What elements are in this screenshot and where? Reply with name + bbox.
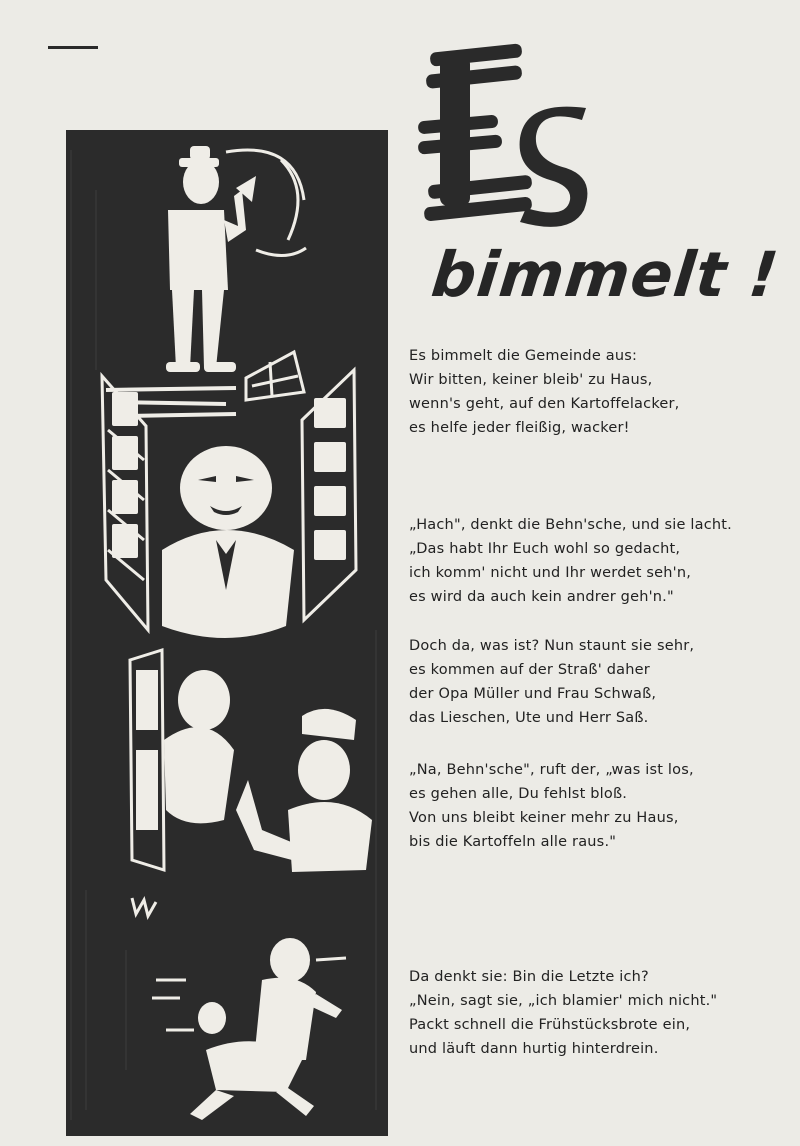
stanza-line: es helfe jeder fleißig, wacker! [409,420,630,436]
stanza-line: das Lieschen, Ute und Herr Saß. [409,710,649,726]
stanza-line: der Opa Müller und Frau Schwaß, [409,686,657,702]
stanza-4 [409,758,694,854]
woodcut-illustration [66,130,388,1136]
stanza-line: bis die Kartoffeln alle raus." [409,834,617,850]
title-bimmelt: bimmelt ! [428,238,783,311]
stanza-1 [409,344,680,440]
stanza-line: es kommen auf der Straß' daher [409,662,650,678]
stanza-3 [409,634,694,730]
stanza-line: es gehen alle, Du fehlst bloß. [409,786,628,802]
stanza-line: Es bimmelt die Gemeinde aus: [409,348,638,364]
stanza-line: und läuft dann hurtig hinterdrein. [409,1041,659,1057]
corner-dash-mark [48,46,98,49]
stanza-line: ich komm' nicht und Ihr werdet seh'n, [409,565,692,581]
stanza-line: Doch da, was ist? Nun staunt sie sehr, [409,638,695,654]
stanza-line: „Hach", denkt die Behn'sche, und sie lacht. [409,517,732,533]
stanza-5 [409,965,717,1061]
stanza-line: „Das habt Ihr Euch wohl so gedacht, [409,541,681,557]
stanza-line: es wird da auch kein andrer geh'n." [409,589,674,605]
stanza-line: wenn's geht, auf den Kartoffelacker, [409,396,680,412]
stanza-2 [409,513,732,609]
stanza-line: „Nein, sagt sie, „ich blamier' mich nicht." [409,993,718,1009]
title-es-lettering [400,40,600,250]
stanza-line: Packt schnell die Frühstücksbrote ein, [409,1017,691,1033]
stanza-line: „Na, Behn'sche", ruft der, „was ist los, [409,762,694,778]
stanza-line: Wir bitten, keiner bleib' zu Haus, [409,372,653,388]
stanza-line: Von uns bleibt keiner mehr zu Haus, [409,810,679,826]
stanza-line: Da denkt sie: Bin die Letzte ich? [409,969,649,985]
